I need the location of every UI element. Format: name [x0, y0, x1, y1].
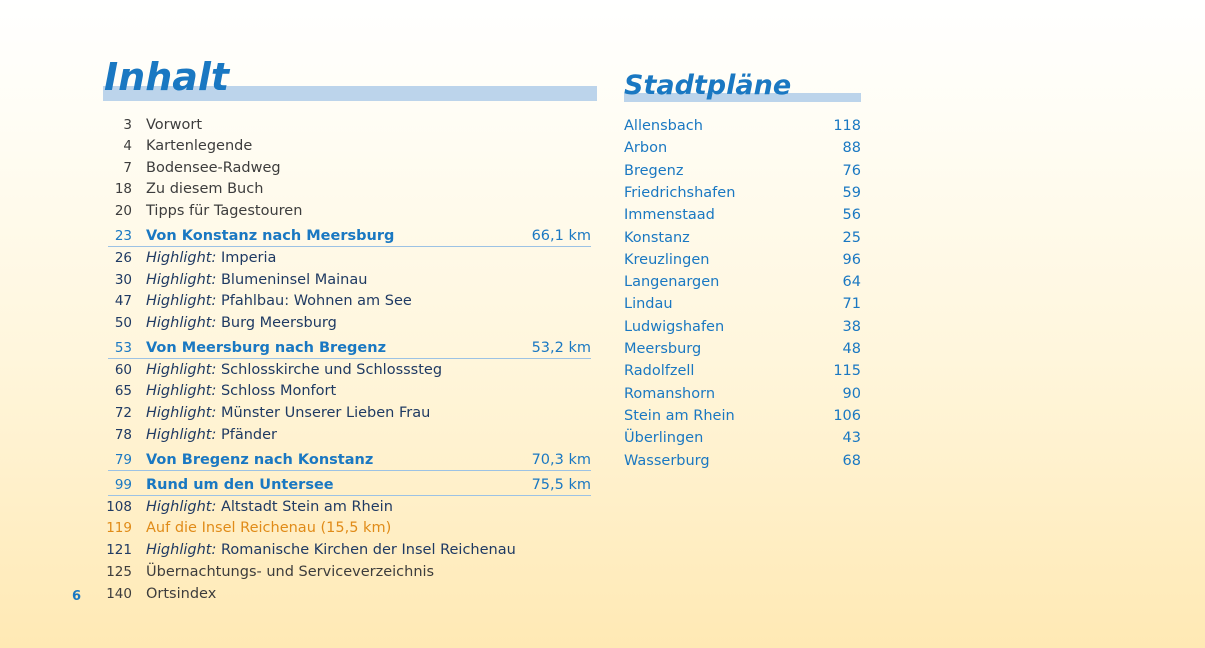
toc-entry-title: Bodensee-Radweg	[146, 160, 281, 176]
toc-entry-title: Von Bregenz nach Konstanz	[146, 452, 374, 468]
highlight-label: Highlight:	[146, 315, 217, 331]
city-map-entry[interactable]	[624, 249, 861, 271]
city-name: Langenargen	[624, 274, 720, 291]
highlight-label: Highlight:	[146, 272, 217, 288]
city-map-entry[interactable]	[624, 137, 861, 159]
toc-page-number: 47	[114, 293, 132, 309]
highlight-label: Highlight:	[146, 405, 217, 421]
toc-tour-entry[interactable]	[0, 225, 600, 247]
toc-entry[interactable]	[0, 583, 600, 605]
highlight-label: Highlight:	[146, 362, 217, 378]
toc-entry-title	[146, 359, 442, 381]
toc-entry[interactable]	[0, 290, 600, 312]
toc-page-number: 72	[114, 405, 132, 421]
city-map-entry[interactable]	[624, 160, 861, 182]
highlight-label: Highlight:	[146, 542, 217, 558]
city-name: Ludwigshafen	[624, 318, 725, 335]
city-name: Radolfzell	[624, 363, 695, 380]
page-number: 6	[72, 589, 82, 604]
city-map-page-number: 96	[842, 251, 861, 268]
toc-page-number: 4	[123, 138, 132, 154]
city-map-entry[interactable]	[624, 227, 861, 249]
toc-entry[interactable]	[0, 424, 600, 446]
toc-entry-title	[146, 269, 367, 291]
toc-entry-title: Rund um den Untersee	[146, 477, 334, 493]
city-name: Friedrichshafen	[624, 184, 736, 201]
toc-entry-title: Kartenlegende	[146, 138, 253, 154]
toc-tour-entry[interactable]	[0, 449, 600, 471]
city-map-entry[interactable]	[624, 182, 861, 204]
city-map-page-number: 25	[842, 229, 861, 246]
city-map-page-number: 90	[842, 385, 861, 402]
city-map-entry[interactable]	[624, 271, 861, 293]
toc-entry[interactable]	[0, 178, 600, 200]
city-map-page-number: 118	[833, 118, 861, 134]
city-map-page-number: 59	[842, 184, 861, 201]
toc-entry[interactable]	[0, 402, 600, 424]
city-map-entry[interactable]	[624, 405, 861, 427]
city-map-page-number: 68	[842, 452, 861, 469]
toc-page-number: 23	[114, 228, 132, 244]
city-name: Stein am Rhein	[624, 407, 735, 424]
city-map-page-number: 115	[833, 363, 861, 380]
toc-entry-title	[146, 402, 430, 424]
toc-entry-title: Ortsindex	[146, 586, 217, 602]
toc-entry[interactable]	[0, 312, 600, 334]
toc-entry[interactable]	[0, 561, 600, 583]
city-map-page-number: 56	[842, 207, 861, 224]
toc-page-number: 60	[114, 362, 132, 378]
toc-page-number: 125	[106, 564, 132, 580]
city-map-entry[interactable]	[624, 316, 861, 338]
city-maps-title: Stadtpläne	[624, 70, 792, 101]
city-map-entry[interactable]	[624, 427, 861, 449]
highlight-label: Highlight:	[146, 293, 217, 309]
city-name: Meersburg	[624, 341, 702, 357]
toc-page-number: 20	[114, 203, 132, 219]
toc-entry-title	[146, 539, 516, 561]
toc-entry-title	[146, 247, 276, 269]
city-map-page-number: 48	[842, 341, 861, 357]
toc-entry[interactable]	[0, 380, 600, 402]
city-map-page-number: 43	[842, 430, 861, 447]
city-name: Arbon	[624, 140, 668, 157]
toc-tour-entry[interactable]	[0, 474, 600, 496]
toc-page-number: 26	[114, 250, 132, 266]
toc-entry-title	[146, 496, 393, 518]
highlight-title: Burg Meersburg	[216, 315, 337, 331]
toc-entry-title	[146, 380, 336, 402]
toc-entry[interactable]	[0, 114, 600, 136]
toc-entry-title: Von Konstanz nach Meersburg	[146, 228, 395, 244]
highlight-title: Blumeninsel Mainau	[216, 272, 368, 288]
city-map-entry[interactable]	[624, 338, 861, 360]
city-name: Immenstaad	[624, 207, 715, 224]
city-name: Bregenz	[624, 162, 684, 179]
city-map-page-number: 76	[842, 162, 861, 179]
highlight-title: Münster Unserer Lieben Frau	[216, 405, 431, 421]
toc-entry-title	[146, 424, 277, 446]
toc-entry-title: Auf die Insel Reichenau (15,5 km)	[146, 520, 392, 536]
toc-page-number: 140	[106, 586, 132, 602]
tour-distance: 53,2 km	[531, 340, 591, 356]
city-map-entry[interactable]	[624, 293, 861, 315]
tour-distance: 70,3 km	[531, 452, 591, 468]
highlight-title: Schlosskirche und Schlosssteg	[216, 362, 443, 378]
city-name: Konstanz	[624, 229, 690, 246]
toc-page-number: 119	[106, 520, 132, 536]
toc-entry[interactable]	[0, 247, 600, 269]
toc-page-number: 7	[123, 160, 132, 176]
highlight-title: Pfahlbau: Wohnen am See	[216, 293, 412, 309]
city-name: Lindau	[624, 296, 673, 313]
toc-page-number: 99	[114, 477, 132, 493]
city-map-page-number: 38	[842, 318, 861, 335]
highlight-title: Altstadt Stein am Rhein	[216, 499, 393, 515]
toc-entry[interactable]	[0, 200, 600, 222]
city-map-page-number: 71	[842, 296, 861, 313]
tour-distance: 75,5 km	[531, 477, 591, 493]
toc-entry[interactable]	[0, 269, 600, 291]
toc-page-number: 53	[114, 340, 132, 356]
highlight-title: Imperia	[216, 250, 277, 266]
highlight-title: Pfänder	[216, 427, 277, 443]
city-map-entry[interactable]	[624, 450, 861, 472]
toc-entry-title: Zu diesem Buch	[146, 181, 264, 197]
toc-entry-title: Tipps für Tagestouren	[146, 203, 303, 219]
city-map-page-number: 64	[842, 274, 861, 291]
city-name: Überlingen	[624, 430, 704, 447]
city-map-entry[interactable]	[624, 204, 861, 226]
toc-page-number: 121	[106, 542, 132, 558]
city-name: Allensbach	[624, 118, 703, 134]
toc-page-number: 78	[114, 427, 132, 443]
tour-distance: 66,1 km	[531, 228, 591, 244]
city-name: Romanshorn	[624, 385, 716, 402]
city-name: Wasserburg	[624, 452, 710, 469]
toc-page-number: 79	[114, 452, 132, 468]
toc-entry-title: Vorwort	[146, 117, 203, 133]
toc-entry-title: Übernachtungs- und Serviceverzeichnis	[146, 564, 435, 580]
toc-page-number: 50	[114, 315, 132, 331]
highlight-title: Romanische Kirchen der Insel Reichenau	[216, 542, 516, 558]
toc-entry-title	[146, 312, 337, 334]
city-map-entry[interactable]	[624, 360, 861, 382]
toc-entry[interactable]	[0, 517, 600, 539]
toc-entry[interactable]	[0, 496, 600, 518]
toc-page-number: 18	[114, 181, 132, 197]
toc-entry[interactable]	[0, 539, 600, 561]
toc-entry-title: Von Meersburg nach Bregenz	[146, 340, 387, 356]
city-name: Kreuzlingen	[624, 251, 710, 268]
toc-tour-entry[interactable]	[0, 337, 600, 359]
city-map-page-number: 88	[842, 140, 861, 157]
toc-title: Inhalt	[104, 55, 230, 99]
city-map-entry[interactable]	[624, 115, 861, 137]
toc-entry[interactable]	[0, 157, 600, 179]
city-map-page-number: 106	[833, 407, 861, 424]
toc-entry[interactable]	[0, 135, 600, 157]
highlight-label: Highlight:	[146, 383, 217, 399]
highlight-title: Schloss Monfort	[216, 383, 337, 399]
toc-page-number: 3	[123, 117, 132, 133]
city-map-entry[interactable]	[624, 383, 861, 405]
toc-entry-title	[146, 290, 412, 312]
toc-page-number: 30	[114, 272, 132, 288]
highlight-label: Highlight:	[146, 499, 217, 515]
toc-entry[interactable]	[0, 359, 600, 381]
toc-page-number: 65	[114, 383, 132, 399]
highlight-label: Highlight:	[146, 427, 217, 443]
highlight-label: Highlight:	[146, 250, 217, 266]
toc-page-number: 108	[106, 499, 132, 515]
